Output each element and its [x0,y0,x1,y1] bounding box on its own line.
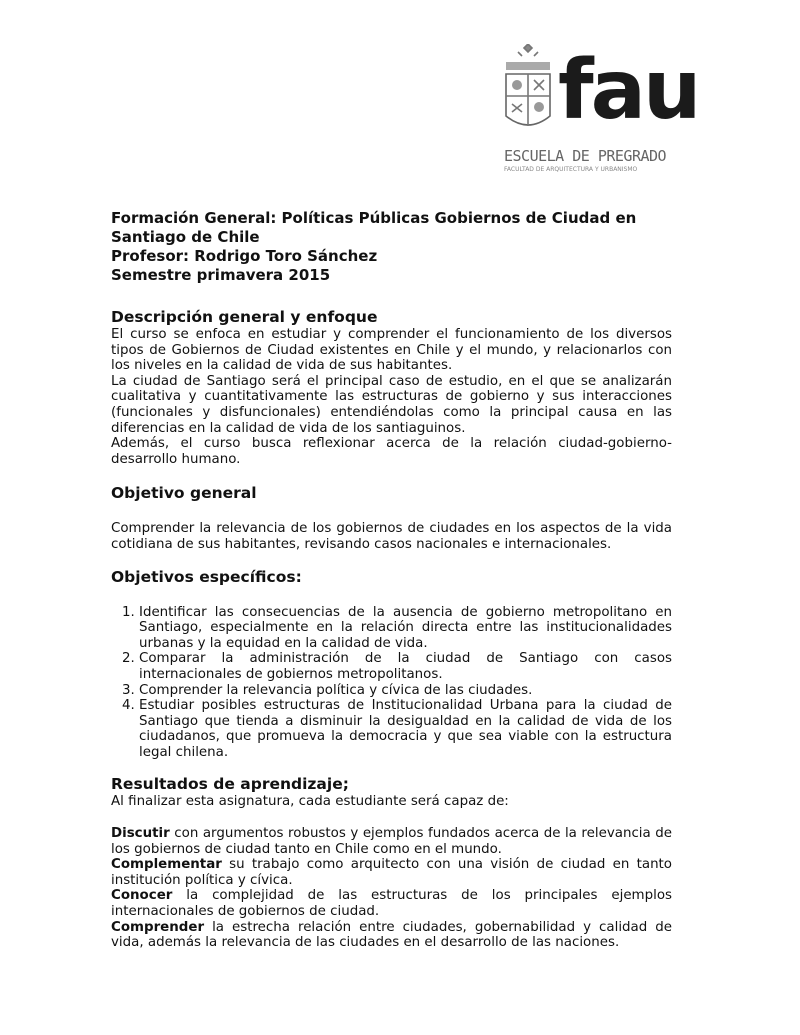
outcome-item [111,920,672,951]
description-paragraph: La ciudad de Santiago será el principal caso de estudio, en el que se analizarán cualitativa y cuantitativamente las estructuras de gobierno y sus interacciones (funcionales y disfuncionales) entendiéndolas como la principal causa en las diferencias en la calidad de vida de los santiaguinos. [111,373,672,436]
list-item: 3. Comprender la relevancia política y cívica de las ciudades. [139,683,672,699]
outcome-text: la estrecha relación entre ciudades, gobernabilidad y calidad de vida, además la relevancia de las ciudades en el desarrollo de las naciones. [111,919,672,951]
outcome-verb: Complementar [111,857,222,873]
outcome-text: la complejidad de las estructuras de los principales ejemplos internacionales de gobiernos de ciudad. [111,888,672,920]
outcome-verb: Comprender [111,919,205,935]
description-paragraph: Además, el curso busca reflexionar acerca de la relación ciudad-gobierno-desarrollo humano. [111,436,672,467]
learning-outcomes-heading: Resultados de aprendizaje; [111,775,349,794]
general-objective-text: Comprender la relevancia de los gobiernos de ciudades en los aspectos de la vida cotidiana de sus habitantes, revisando casos nacionales e internacionales. [111,521,672,552]
outcome-item [111,826,672,857]
semester-line: Semestre primavera 2015 [111,266,331,284]
description-heading: Descripción general y enfoque [111,308,378,326]
university-crest-icon [500,44,556,144]
list-item: 2. Comparar la administración de la ciudad de Santiago con casos internacionales de gobiernos metropolitanos. [139,651,672,682]
outcome-item [111,888,672,919]
list-item: 4. Estudiar posibles estructuras de Institucionalidad Urbana para la ciudad de Santiago que tienda a disminuir la desigualdad en la calidad de vida de los ciudadanos, que promueva la democracia y que sea viable con la estructura legal chilena. [139,698,672,760]
outcome-verb: Conocer [111,888,173,904]
outcome-verb: Discutir [111,826,170,842]
specific-objectives-list [111,605,672,761]
learning-outcomes-intro: Al finalizar esta asignatura, cada estudiante será capaz de: [111,794,509,810]
general-objective-heading: Objetivo general [111,484,257,503]
specific-objectives-heading: Objetivos específicos: [111,567,302,586]
fau-wordmark: fau [558,43,699,138]
outcome-text: su trabajo como arquitecto con una visión de ciudad en tanto institución política y cívica. [111,857,672,888]
school-name: ESCUELA DE PREGRADO [504,147,667,165]
faculty-name: FACULTAD DE ARQUITECTURA Y URBANISMO [504,166,638,173]
outcome-item [111,857,672,888]
document-body [111,209,672,951]
fau-logo [500,43,699,174]
list-item: 1. Identificar las consecuencias de la ausencia de gobierno metropolitano en Santiago, especialmente en la relación directa entre las institucionalidades urbanas y la equidad en la calidad de vida. [139,605,672,652]
professor-line: Profesor: Rodrigo Toro Sánchez [111,247,378,265]
course-title: Formación General: Políticas Públicas Gobiernos de Ciudad en Santiago de Chile [111,209,637,246]
outcome-text: con argumentos robustos y ejemplos fundados acerca de la relevancia de los gobiernos de ciudad tanto en Chile como en el mundo. [111,826,672,857]
description-paragraph: El curso se enfoca en estudiar y comprender el funcionamiento de los diversos tipos de Gobiernos de Ciudad existentes en Chile y el mundo, y relacionarlos con los niveles en la calidad de vida de sus habitantes. [111,327,672,374]
